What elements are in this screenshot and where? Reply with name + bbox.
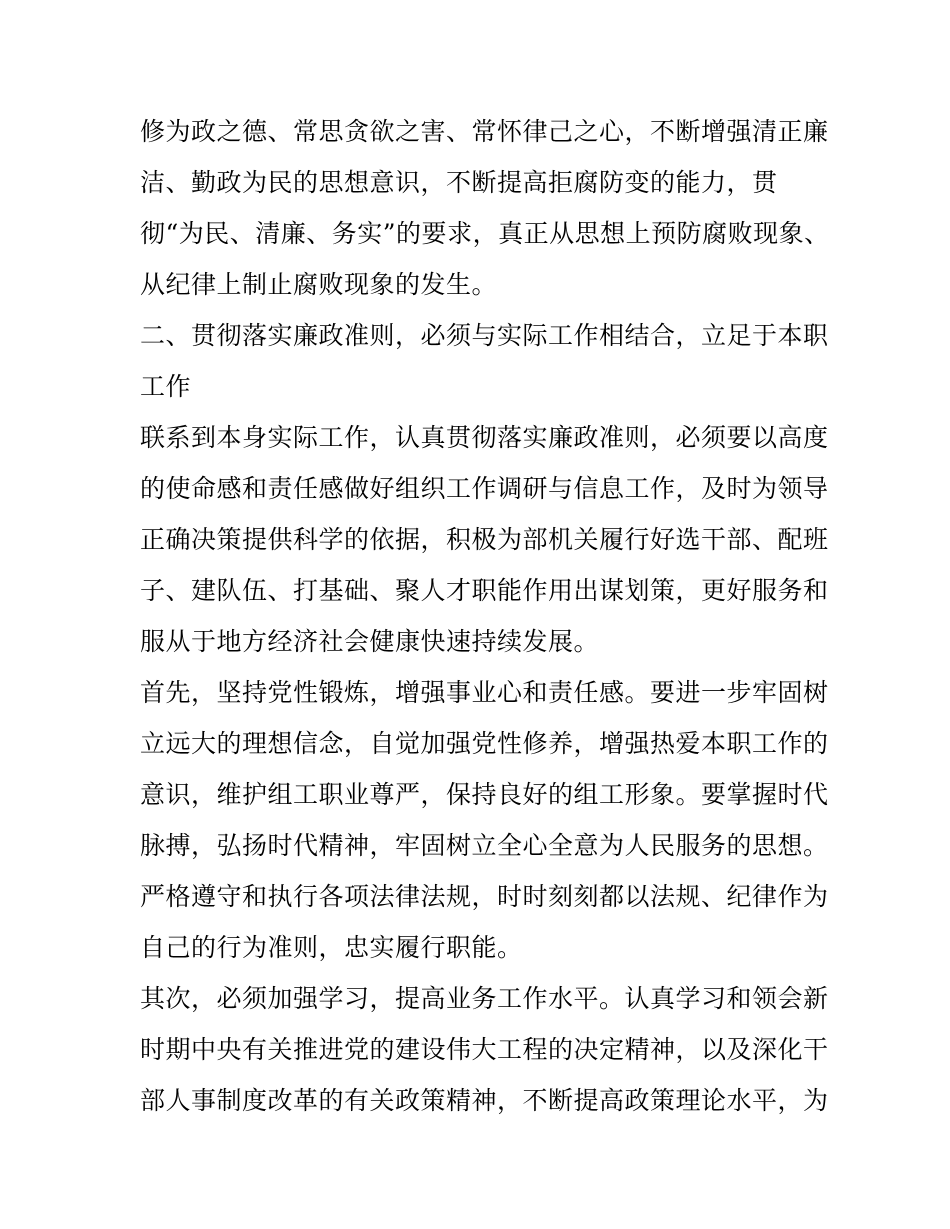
text-line: 立远大的理想信念，自觉加强党性修养，增强热爱本职工作的: [140, 729, 829, 758]
text-line: 脉搏，弘扬时代精神，牢固树立全心全意为人民服务的思想。: [140, 831, 829, 860]
document-body: [140, 106, 830, 1126]
text-line: 其次，必须加强学习，提高业务工作水平。认真学习和领会新: [140, 984, 829, 1013]
section-heading: 工作: [140, 372, 192, 401]
text-line: 意识，维护组工职业尊严，保持良好的组工形象。要掌握时代: [140, 780, 829, 809]
text-line: 子、建队伍、打基础、聚人才职能作用出谋划策，更好服务和: [140, 576, 829, 605]
text-line: 首先，坚持党性锻炼，增强事业心和责任感。要进一步牢固树: [140, 678, 829, 707]
text-line: 洁、勤政为民的思想意识，不断提高拒腐防变的能力，贯: [140, 168, 778, 197]
text-line: 严格遵守和执行各项法律法规，时时刻刻都以法规、纪律作为: [140, 882, 829, 911]
text-line: 自己的行为准则，忠实履行职能。: [140, 933, 523, 962]
text-line: 时期中央有关推进党的建设伟大工程的决定精神，以及深化干: [140, 1035, 829, 1064]
text-line: 彻“为民、清廉、务实”的要求，真正从思想上预防腐败现象、: [140, 219, 830, 248]
text-line: 从纪律上制止腐败现象的发生。: [140, 270, 498, 299]
text-line: 正确决策提供科学的依据，积极为部机关履行好选干部、配班: [140, 525, 829, 554]
section-heading: 二、贯彻落实廉政准则，必须与实际工作相结合，立足于本职: [140, 321, 829, 350]
text-line: 的使命感和责任感做好组织工作调研与信息工作，及时为领导: [140, 474, 829, 503]
text-line: 联系到本身实际工作，认真贯彻落实廉政准则，必须要以高度: [140, 423, 829, 452]
text-line: 部人事制度改革的有关政策精神，不断提高政策理论水平，为: [140, 1086, 829, 1115]
text-line: 修为政之德、常思贪欲之害、常怀律己之心，不断增强清正廉: [140, 117, 829, 146]
text-line: 服从于地方经济社会健康快速持续发展。: [140, 627, 600, 656]
